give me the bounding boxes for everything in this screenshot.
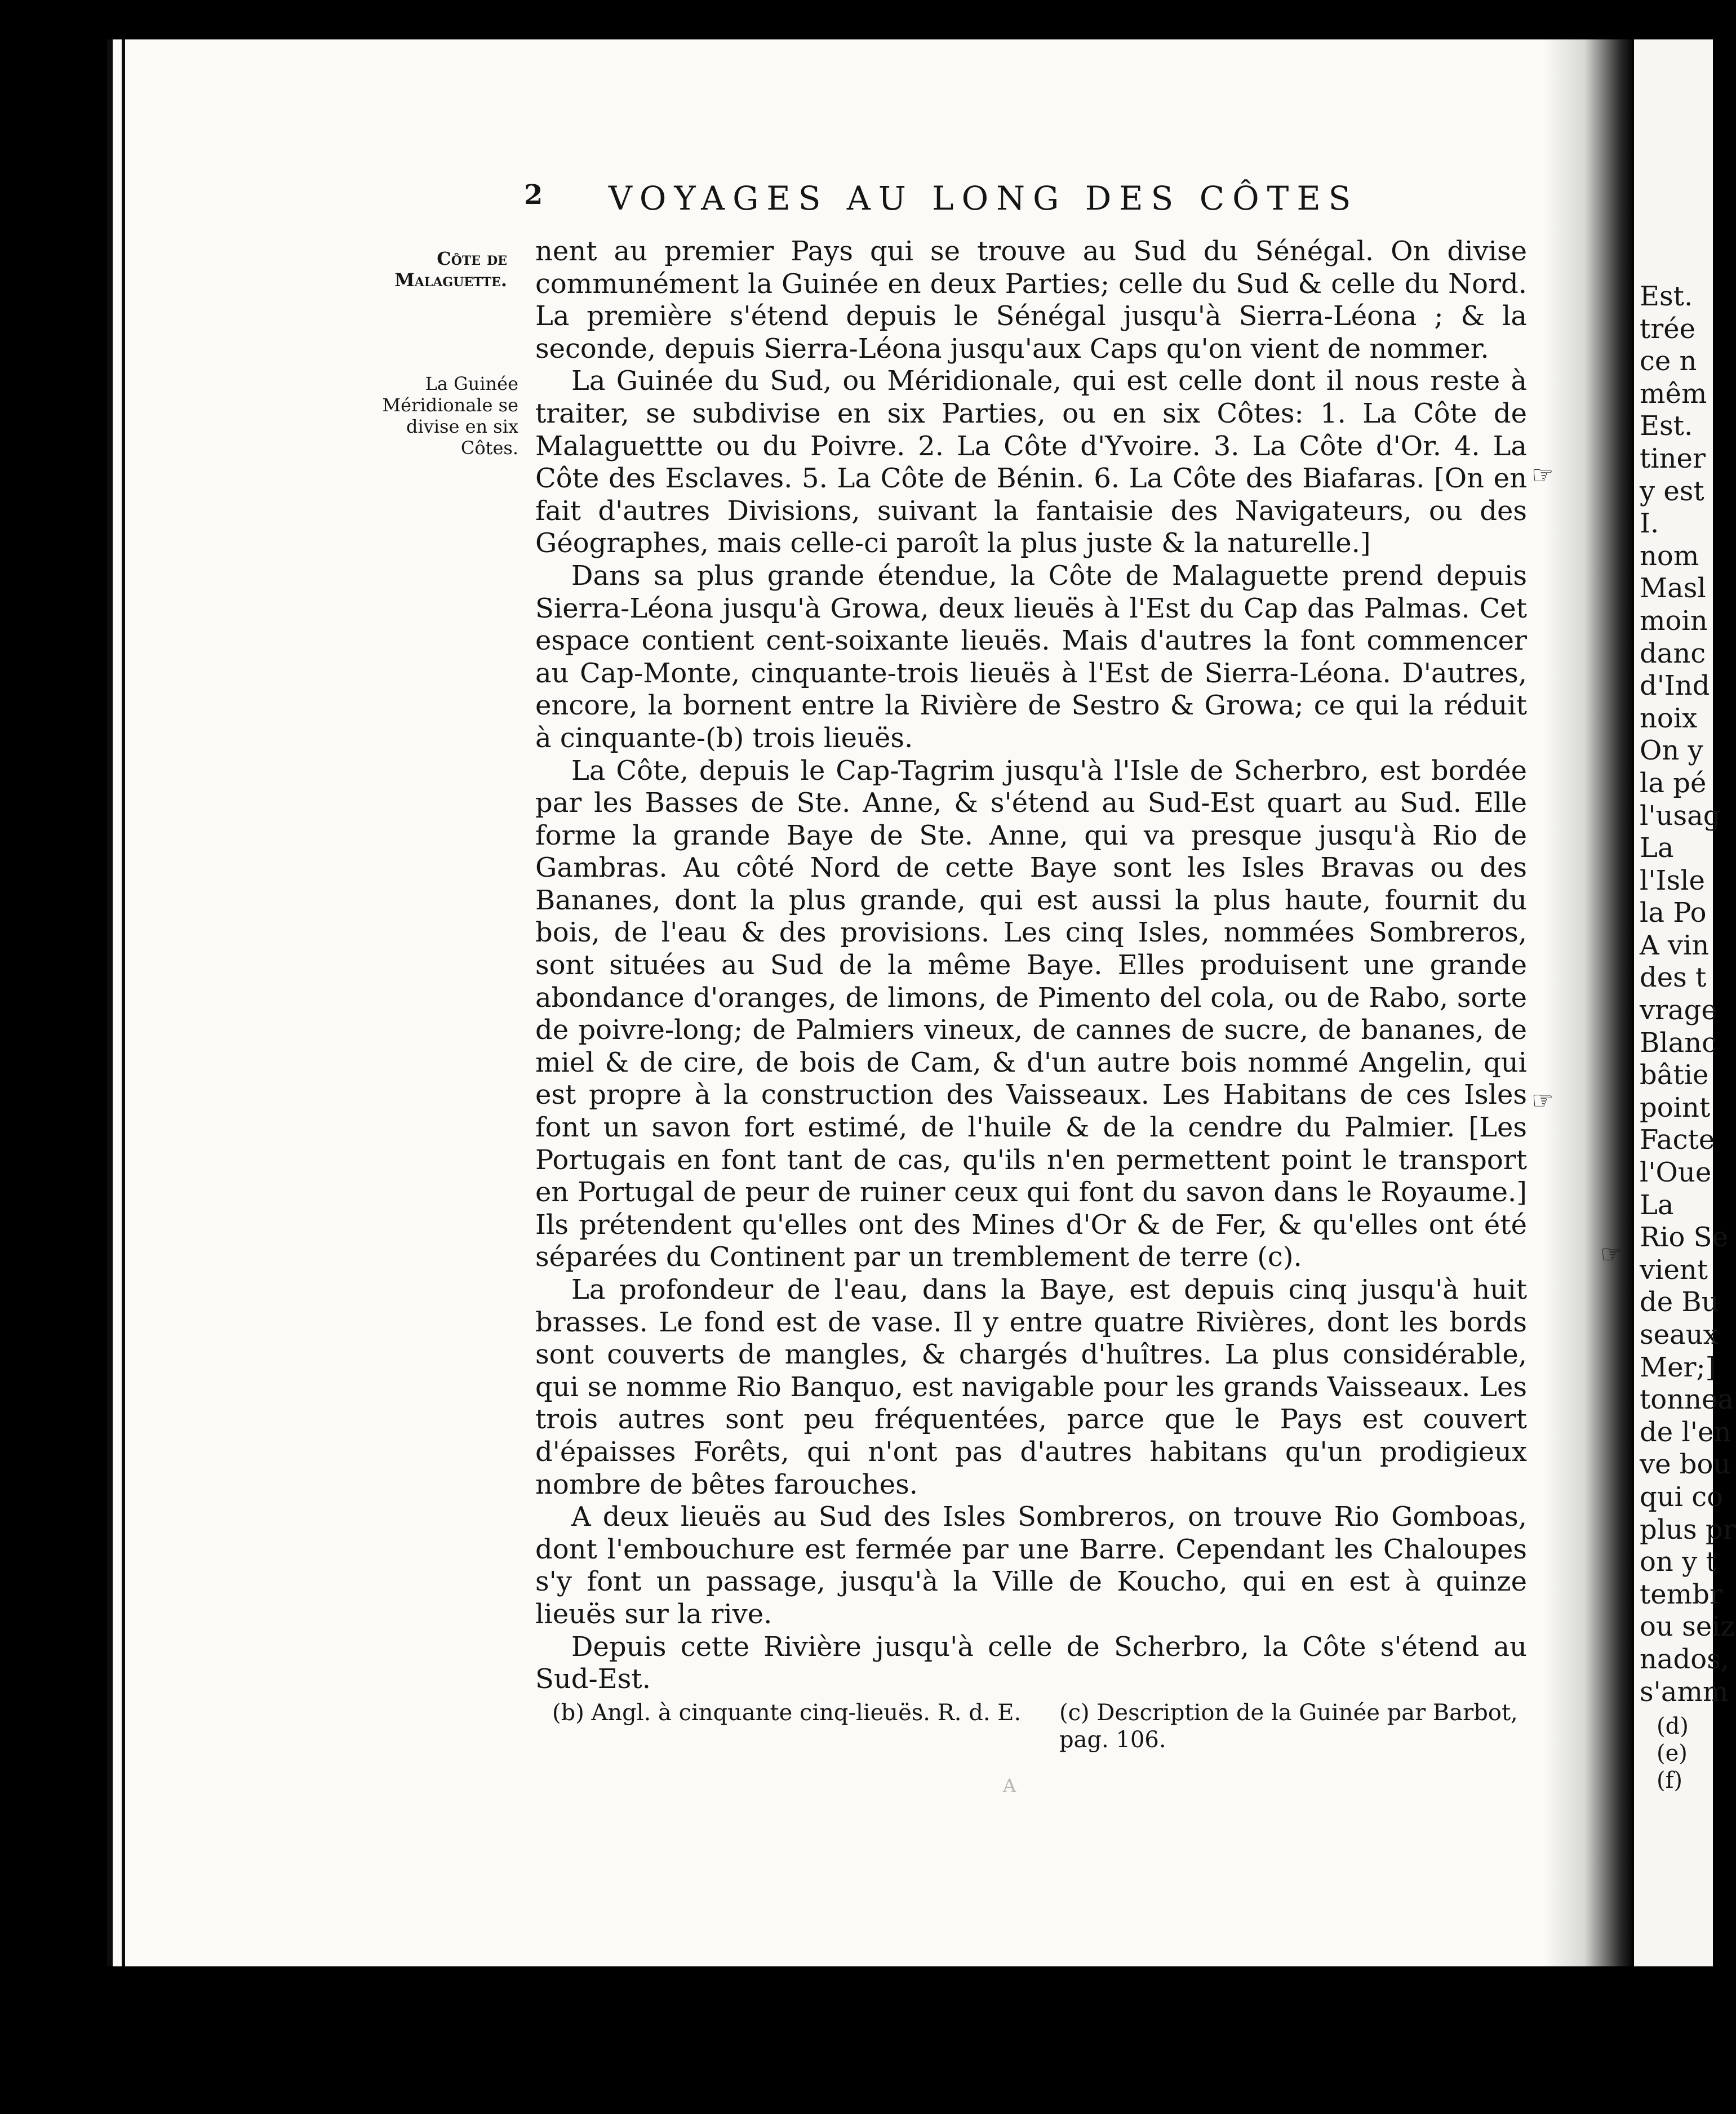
right-page-line: y est — [1640, 475, 1704, 507]
hand-pointer-icon: ☞ — [1531, 1086, 1554, 1115]
margin-note: La Guinée Méridionale se divise en six Côtes. — [382, 373, 518, 459]
right-page-line: plus pr — [1640, 1513, 1736, 1545]
right-page-line: d'Ind — [1640, 670, 1710, 702]
right-page-line: Facte — [1640, 1124, 1715, 1156]
right-page-line: nados, — [1640, 1643, 1730, 1675]
right-page-line: tembr — [1640, 1578, 1722, 1610]
right-page-line: l'Oue — [1640, 1157, 1712, 1189]
right-page-line: Mer;] — [1640, 1351, 1716, 1383]
hand-pointer-icon: ☞ — [1531, 461, 1554, 490]
right-page-footnote: (d) — [1657, 1713, 1689, 1739]
right-page-line: A vin — [1640, 929, 1710, 961]
paragraph: nent au premier Pays qui se trouve au Sud du Sénégal. On divise communément la Guinée en deux Parties; celle du Sud & celle du Nord. La première s'étend depuis le Sénégal jusqu'à Sierra-Léona ; & la seconde, depuis Sierra-Léona jusqu'aux Caps qu'on vient de nommer. — [535, 236, 1527, 365]
right-page-line: Blanc — [1640, 1027, 1717, 1059]
binding-rule — [122, 39, 125, 1966]
paragraph: Depuis cette Rivière jusqu'à celle de Scherbro, la Côte s'étend au Sud-Est. — [535, 1631, 1527, 1695]
right-page-line: nom — [1640, 540, 1699, 572]
right-page-line: Est. — [1640, 281, 1693, 312]
page-header — [524, 179, 1442, 224]
right-page-line: s'amm — [1640, 1676, 1729, 1708]
right-page-line: des t — [1640, 962, 1707, 994]
page-number: 2 — [524, 179, 543, 211]
binding-rule — [107, 39, 113, 1966]
paragraph: La Guinée du Sud, ou Méridionale, qui est celle dont il nous reste à traiter, se subdivise en six Parties, ou en six Côtes: 1. La Côte de Malaguettte ou du Poivre. 2. La Côte d'Yvoire. 3. La Côte d'Or. 4. La Côte des Esclaves. 5. La Côte de Bénin. 6. La Côte des Biafaras. [On en fait d'autres Divisions, suivant la fantaisie des Navigateurs, ou des Géographes, mais celle-ci paroît la plus juste & la naturelle.] — [535, 365, 1527, 559]
right-page-line: qui co — [1640, 1481, 1724, 1513]
right-page-line: La — [1640, 832, 1674, 864]
right-page-line: mêm — [1640, 378, 1707, 410]
right-page-footnote: (f) — [1657, 1767, 1683, 1793]
right-page-line: moin — [1640, 605, 1708, 637]
right-page-line: la pé — [1640, 767, 1707, 799]
right-page-line: de Bu — [1640, 1286, 1719, 1318]
running-title: VOYAGES AU LONG DES CÔTES — [609, 179, 1359, 217]
right-page-line: Est. — [1640, 410, 1693, 442]
right-page-line: Masl — [1640, 572, 1706, 605]
right-page-line: ve bou — [1640, 1449, 1731, 1481]
gutter-shadow — [1544, 39, 1634, 1966]
right-page-line: tiner — [1640, 442, 1706, 474]
margin-note: Côte de Malaguette. — [394, 248, 507, 291]
right-page-line: noix — [1640, 702, 1698, 734]
footnote: (c) Description de la Guinée par Barbot, pag. 106. — [1059, 1700, 1518, 1753]
right-page-line: vrage — [1640, 994, 1717, 1027]
signature-mark: A — [1003, 1775, 1016, 1796]
hand-pointer-icon: ☞ — [1600, 1240, 1623, 1269]
right-page-line: I. — [1640, 508, 1659, 540]
right-page-footnotes — [1657, 1713, 1689, 1794]
right-page-line: trée — [1640, 313, 1696, 345]
right-page-line: la Po — [1640, 897, 1707, 929]
paragraph: La profondeur de l'eau, dans la Baye, est depuis cinq jusqu'à huit brasses. Le fond est de vase. Il y entre quatre Rivières, dont les bords sont couverts de mangles, & chargés d'huîtres. La plus considérable, qui se nomme Rio Banquo, est navigable pour les grands Vaisseaux. Les trois autres sont peu fréquentées, parce que le Pays est couvert d'épaisses Forêts, qui n'ont pas d'autres habitans qu'un prodigieux nombre de bêtes farouches. — [535, 1274, 1527, 1500]
right-page-line: seaux — [1640, 1319, 1719, 1351]
right-page-line: tonnea — [1640, 1384, 1734, 1416]
right-page-line: danc — [1640, 637, 1706, 669]
right-page-line: l'usag — [1640, 800, 1721, 832]
right-page-line: point — [1640, 1091, 1711, 1123]
right-page-line: ou seiz — [1640, 1611, 1735, 1643]
right-page-line: La — [1640, 1189, 1674, 1221]
right-page-text — [1640, 281, 1736, 1708]
footnote: (b) Angl. à cinquante cinq-lieuës. R. d. E. — [552, 1700, 1022, 1726]
right-page-line: Rio Se — [1640, 1222, 1728, 1254]
right-page-line: l'Isle — [1640, 864, 1705, 896]
right-page-edge — [1634, 39, 1736, 1966]
paragraph: A deux lieuës au Sud des Isles Sombreros, on trouve Rio Gomboas, dont l'embouchure est fermée par une Barre. Cependant les Chaloupes s'y font un passage, jusqu'à la Ville de Koucho, qui en est à quinze lieuës sur la rive. — [535, 1501, 1527, 1630]
right-page-line: bâtie — [1640, 1059, 1709, 1091]
right-page-line: ce n — [1640, 345, 1697, 378]
right-page-line: de l'en — [1640, 1416, 1731, 1448]
right-page-line: vient — [1640, 1254, 1708, 1286]
paragraph: La Côte, depuis le Cap-Tagrim jusqu'à l'Isle de Scherbro, est bordée par les Basses de Ste. Anne, & s'étend au Sud-Est quart au Sud. Elle forme la grande Baye de Ste. Anne, qui va presque jusqu'à Rio de Gambras. Au côté Nord de cette Baye sont les Isles Bravas ou des Bananes, dont la plus grande, qui est aussi la plus haute, fournit du bois, de l'eau & des provisions. Les cinq Isles, nommées Sombreros, sont situées au Sud de la même Baye. Elles produisent une grande abondance d'oranges, de limons, de Pimento del cola, ou de Rabo, sorte de poivre-long; de Palmiers vineux, de cannes de sucre, de bananes, de miel & de cire, de bois de Cam, & d'un autre bois nommé Angelin, qui est propre à la construction des Vaisseaux. Les Habitans de ces Isles font un savon fort estimé, de l'huile & de la cendre du Palmier. [Les Portugais en font tant de cas, qu'ils n'en permettent point le transport en Portugal de peur de ruiner ceux qui font du savon dans le Royaume.] Ils prétendent qu'elles ont des Mines d'Or & de Fer, & qu'elles ont été séparées du Continent par un tremblement de terre (c). — [535, 754, 1527, 1273]
right-page-line: On y — [1640, 735, 1703, 767]
right-page-footnote: (e) — [1657, 1740, 1688, 1766]
body-text — [535, 236, 1527, 1696]
right-page-line: on y t — [1640, 1546, 1717, 1578]
paragraph: Dans sa plus grande étendue, la Côte de Malaguette prend depuis Sierra-Léona jusqu'à Growa, deux lieuës à l'Est du Cap das Palmas. Cet espace contient cent-soixante lieuës. Mais d'autres la font commencer au Cap-Monte, cinquante-trois lieuës à l'Est de Sierra-Léona. D'autres, encore, la bornent entre la Rivière de Sestro & Growa; ce qui la réduit à cinquante-(b) trois lieuës. — [535, 559, 1527, 754]
